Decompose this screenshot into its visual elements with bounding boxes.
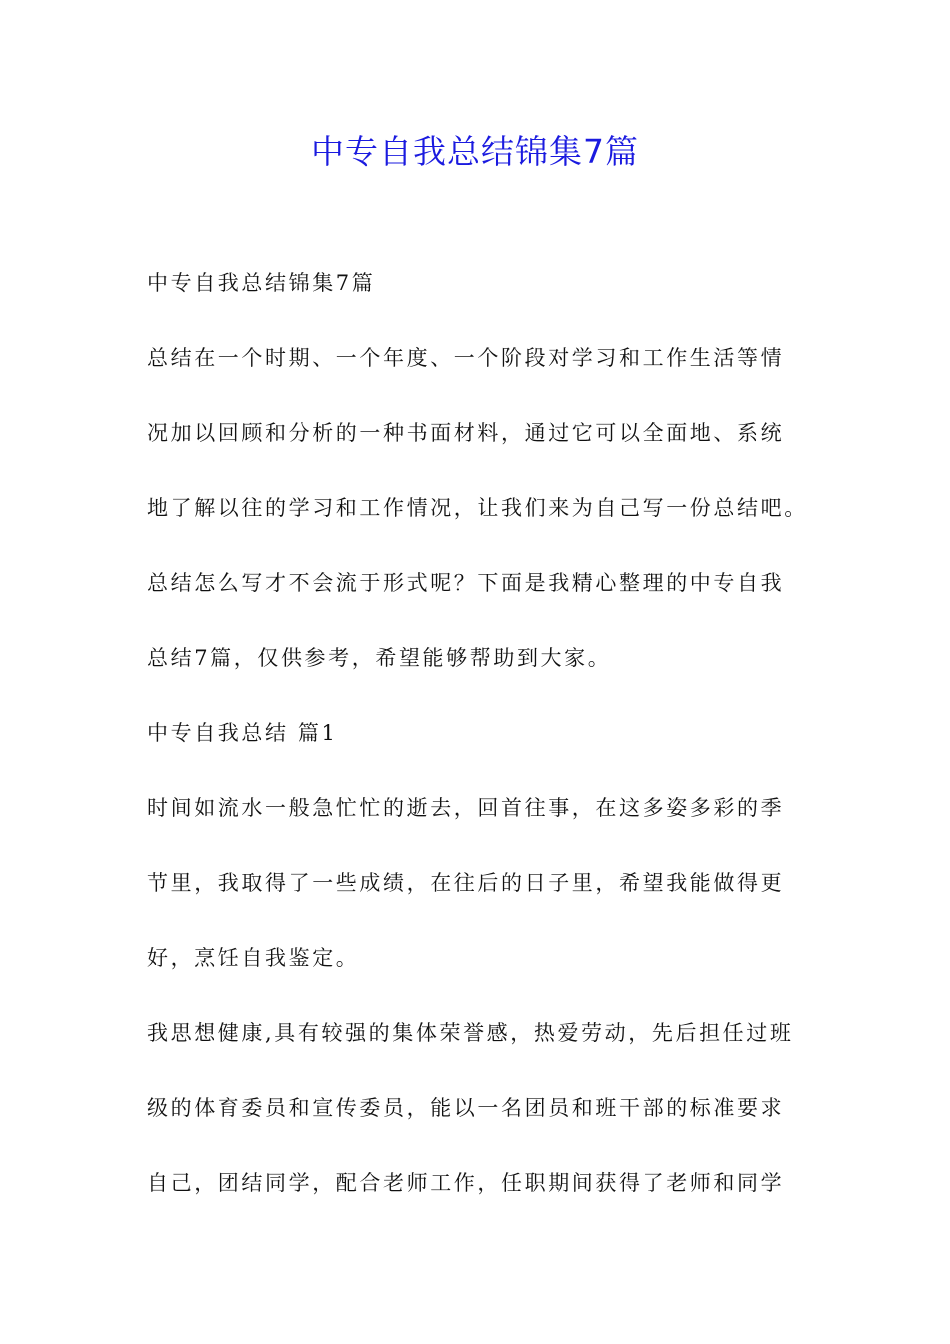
- intro-line-1: 总结在一个时期、一个年度、一个阶段对学习和工作生活等情: [147, 346, 785, 370]
- body-line-4: 我思想健康,具有较强的集体荣誉感，热爱劳动，先后担任过班: [147, 1021, 794, 1045]
- body-line-5: 级的体育委员和宣传委员，能以一名团员和班干部的标准要求: [147, 1096, 785, 1120]
- body-line-1: 时间如流水一般急忙忙的逝去，回首往事，在这多姿多彩的季: [147, 796, 785, 820]
- document-title: 中专自我总结锦集7篇: [311, 132, 639, 171]
- intro-line-3: 地了解以往的学习和工作情况，让我们来为自己写一份总结吧。: [147, 496, 808, 520]
- subtitle-line: 中专自我总结锦集7篇: [147, 271, 376, 295]
- intro-line-5: 总结7篇，仅供参考，希望能够帮助到大家。: [147, 646, 612, 670]
- body-line-2: 节里，我取得了一些成绩，在往后的日子里，希望我能做得更: [147, 871, 785, 895]
- body-line-3: 好，烹饪自我鉴定。: [147, 946, 360, 970]
- intro-line-2: 况加以回顾和分析的一种书面材料，通过它可以全面地、系统: [147, 421, 785, 445]
- body-line-6: 自己，团结同学，配合老师工作，任职期间获得了老师和同学: [147, 1171, 785, 1195]
- intro-line-4: 总结怎么写才不会流于形式呢？下面是我精心整理的中专自我: [147, 571, 785, 595]
- section-heading: 中专自我总结 篇1: [147, 721, 338, 745]
